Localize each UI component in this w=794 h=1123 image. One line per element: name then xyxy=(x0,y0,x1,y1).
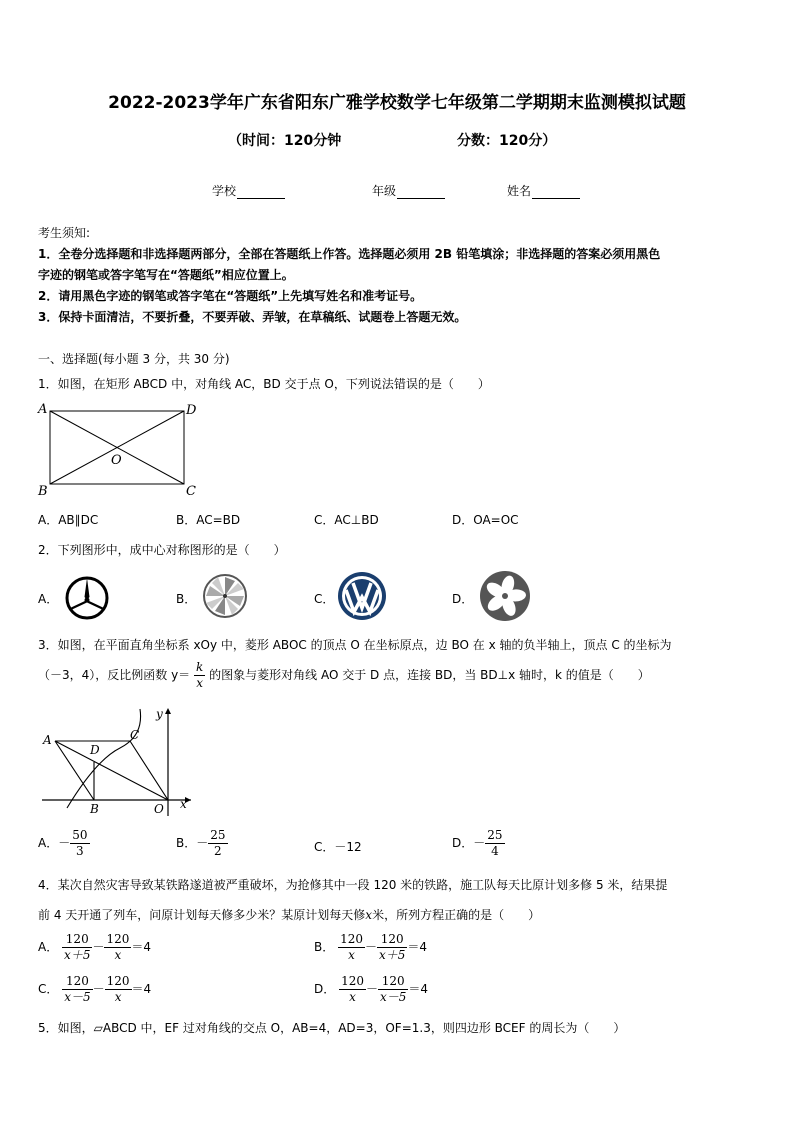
q4-option-c[interactable]: C． $\frac{120}{x-5}$ － $\frac{120}{x}$ ＝4 xyxy=(38,974,152,1004)
q3-label-c: C xyxy=(130,728,140,742)
q3-line-1: 3．如图，在平面直角坐标系 xOy 中，菱形 ABOC 的顶点 O 在坐标原点，边 BO 在 x 轴的负半轴上，顶点 C 的坐标为 xyxy=(38,638,672,652)
q3-axis-x: x xyxy=(180,797,187,811)
q1-option-b[interactable]: B．AC=BD xyxy=(176,513,241,527)
q1-option-c[interactable]: C．AC⊥BD xyxy=(314,513,379,527)
q3-option-a[interactable]: A．－ $\frac{50}{3}$ xyxy=(38,828,88,858)
exam-time: （时间：120分钟 xyxy=(228,133,342,149)
section-heading: 一、选择题(每小题 3 分，共 30 分) xyxy=(38,352,230,366)
q1-label-a: A xyxy=(38,402,48,417)
notice-heading: 考生须知: xyxy=(38,226,91,240)
page-title: 2022-2023学年广东省阳东广雅学校数学七年级第二学期期末监测模拟试题 xyxy=(108,93,686,113)
q3-label-a: A xyxy=(43,733,52,747)
q2-option-c[interactable]: C． xyxy=(314,592,335,606)
q3-label-o: O xyxy=(154,802,164,816)
name-blank[interactable] xyxy=(532,186,580,199)
q5-stem: 5．如图，▱ABCD 中，EF 过对角线的交点 O，AB=4，AD=3，OF=1.3，则四边形 BCEF 的周长为（ ） xyxy=(38,1021,626,1035)
q1-option-d[interactable]: D．OA=OC xyxy=(452,513,519,527)
notice-item-3: 3．保持卡面清洁，不要折叠，不要弄破、弄皱，在草稿纸、试题卷上答题无效。 xyxy=(38,310,467,324)
q1-option-a[interactable]: A．AB∥DC xyxy=(38,513,99,527)
q1-label-d: D xyxy=(186,403,197,418)
q2-option-b[interactable]: B． xyxy=(176,592,197,606)
mercedes-logo-icon xyxy=(62,573,112,623)
pinwheel-icon xyxy=(200,571,250,621)
q3-function-fraction: $\frac{k}{x}$ xyxy=(196,660,204,690)
q3-option-d[interactable]: D．－ $\frac{25}{4}$ xyxy=(452,828,503,858)
q4-option-b[interactable]: B． $\frac{120}{x}$ － $\frac{120}{x+5}$ ＝4 xyxy=(314,932,428,962)
school-field: 学校 xyxy=(212,182,285,199)
grade-blank[interactable] xyxy=(397,186,445,199)
bauhinia-flower-icon xyxy=(479,570,531,622)
q2-stem: 2．下列图形中，成中心对称图形的是（ ） xyxy=(38,543,286,557)
q3-line-2: （－3，4），反比例函数 y＝ $\frac{k}{x}$ 的图象与菱形对角线 AO 交于 D 点，连接 BD，当 BD⊥x 轴时，k 的值是（ ） xyxy=(38,660,650,690)
school-blank[interactable] xyxy=(237,186,285,199)
q3-option-c[interactable]: C．－12 xyxy=(314,840,362,854)
q3-rhombus-figure xyxy=(34,704,199,819)
q4-option-a[interactable]: A． $\frac{120}{x+5}$ － $\frac{120}{x}$ ＝4 xyxy=(38,932,152,962)
notice-item-1: 1．全卷分选择题和非选择题两部分，全部在答题纸上作答。选择题必须用 2B 铅笔填涂；非选择题的答案必须用黑色 xyxy=(38,247,661,261)
q1-label-b: B xyxy=(38,484,48,499)
q1-label-o: O xyxy=(111,453,122,468)
q1-stem: 1．如图，在矩形 ABCD 中，对角线 AC，BD 交于点 O，下列说法错误的是（ ） xyxy=(38,377,490,391)
q4-line-2: 前 4 天开通了列车，问原计划每天修多少米？某原计划每天修x米，所列方程正确的是（ ） xyxy=(38,908,541,922)
vw-logo-icon xyxy=(336,570,388,622)
notice-item-1-cont: 字迹的钢笔或答字笔写在“答题纸”相应位置上。 xyxy=(38,268,294,282)
q2-option-d[interactable]: D． xyxy=(452,592,474,606)
q2-option-a[interactable]: A． xyxy=(38,592,59,606)
q3-option-b[interactable]: B．－ $\frac{25}{2}$ xyxy=(176,828,226,858)
q3-label-d: D xyxy=(90,743,100,757)
exam-score: 分数：120分） xyxy=(457,133,557,149)
name-field: 姓名 xyxy=(507,182,580,199)
q1-rectangle-figure xyxy=(34,398,204,500)
q1-label-c: C xyxy=(186,484,196,499)
notice-item-2: 2．请用黑色字迹的钢笔或答字笔在“答题纸”上先填写姓名和准考证号。 xyxy=(38,289,423,303)
grade-field: 年级 xyxy=(372,182,445,199)
q3-axis-y: y xyxy=(156,707,163,721)
q4-line-1: 4．某次自然灾害导致某铁路遂道被严重破坏，为抢修其中一段 120 米的铁路，施工队每天比原计划多修 5 米，结果提 xyxy=(38,878,668,892)
q4-option-d[interactable]: D． $\frac{120}{x}$ － $\frac{120}{x-5}$ ＝4 xyxy=(314,974,429,1004)
q3-label-b: B xyxy=(90,802,99,816)
